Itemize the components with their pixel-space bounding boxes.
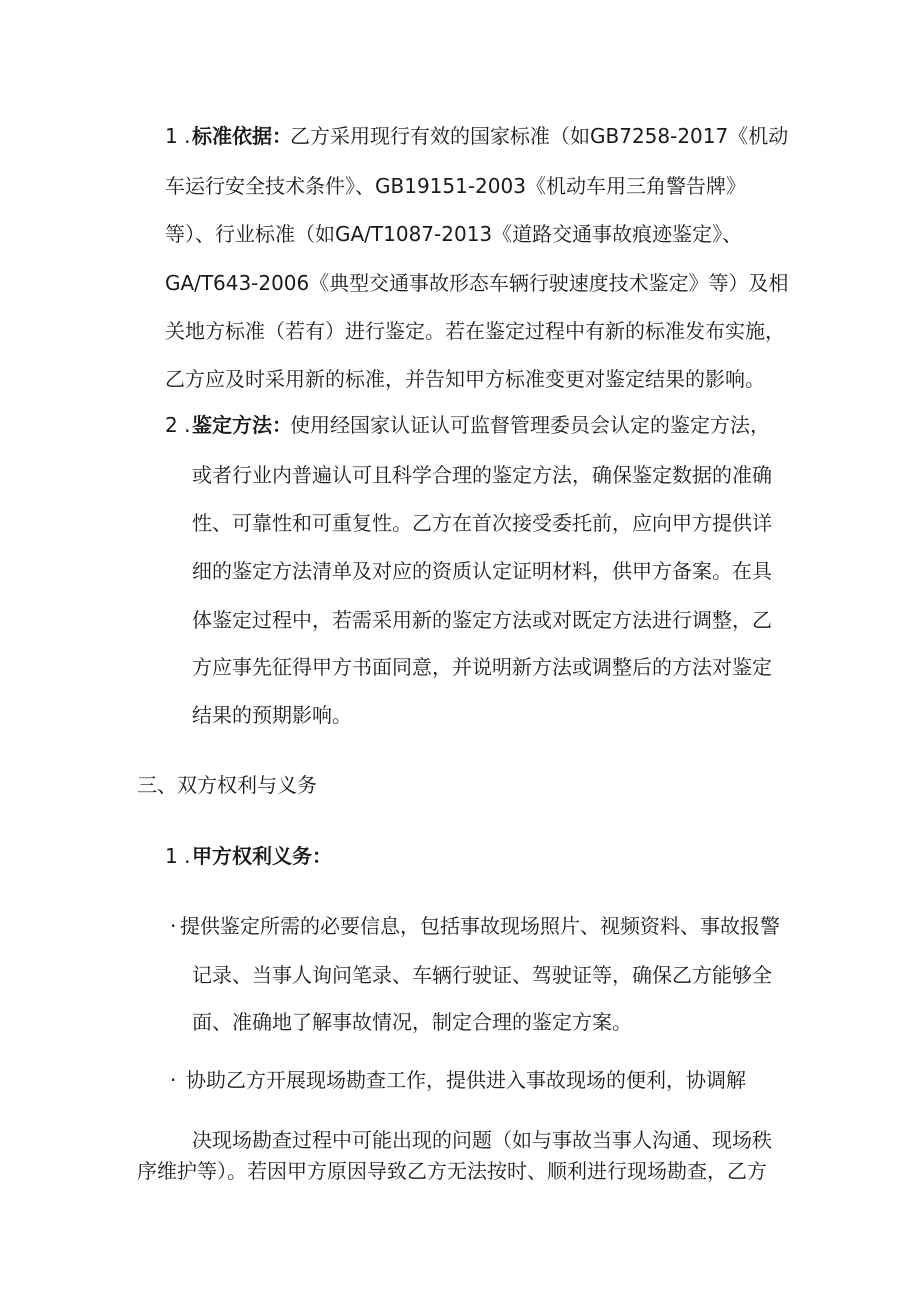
- bullet2-line-3: 序维护等）。若因甲方原因导致乙方无法按时、顺利进行现场勘查，乙方: [137, 1159, 767, 1183]
- item2-line-4: 细的鉴定方法清单及对应的资质认定证明材料，供甲方备案。在具: [192, 559, 772, 583]
- item2-line-3: 性、可靠性和可重复性。乙方在首次接受委托前，应向甲方提供详: [192, 511, 772, 535]
- item1-line-3: 等）、行业标准（如GA/T1087-2013《道路交通事故痕迹鉴定》、: [165, 222, 743, 246]
- section3-heading: 三、双方权利与义务: [137, 773, 317, 797]
- item1-line-6: 乙方应及时采用新的标准，并告知甲方标准变更对鉴定结果的影响。: [165, 367, 765, 391]
- item1-line-5: 关地方标准（若有）进行鉴定。若在鉴定过程中有新的标准发布实施，: [165, 319, 785, 343]
- item2-line-1: 使用经国家认证认可监督管理委员会认定的鉴定方法，: [290, 413, 770, 437]
- item2-line-2: 或者行业内普遍认可且科学合理的鉴定方法，确保鉴定数据的准确: [192, 463, 772, 487]
- section3-item1-num: 1 .: [165, 844, 191, 868]
- section3-item1-label: 甲方权利义务：: [192, 844, 332, 868]
- bullet2-marker: ·: [170, 1068, 177, 1092]
- bullet2-line-1: 协助乙方开展现场勘查工作，提供进入事故现场的便利，协调解: [186, 1068, 746, 1092]
- bullet1-line-3: 面、准确地了解事故情况，制定合理的鉴定方案。: [192, 1010, 632, 1034]
- bullet1-marker: ·: [170, 914, 177, 938]
- item1-num: 1 .: [165, 124, 191, 148]
- bullet2-line-2: 决现场勘查过程中可能出现的问题（如与事故当事人沟通、现场秩: [192, 1128, 772, 1152]
- item2-label: 鉴定方法：: [192, 413, 292, 437]
- bullet1-line-2: 记录、当事人询问笔录、车辆行驶证、驾驶证等，确保乙方能够全: [192, 963, 772, 987]
- item2-num: 2 .: [165, 413, 191, 437]
- item1-line-1: 乙方采用现行有效的国家标准（如GB7258-2017《机动: [290, 124, 789, 148]
- item2-line-6: 方应事先征得甲方书面同意，并说明新方法或调整后的方法对鉴定: [192, 655, 772, 679]
- item1-line-4: GA/T643-2006《典型交通事故形态车辆行驶速度技术鉴定》等）及相: [165, 271, 789, 295]
- bullet1-line-1: 提供鉴定所需的必要信息，包括事故现场照片、视频资料、事故报警: [180, 914, 780, 938]
- item1-line-2: 车运行安全技术条件》、GB19151-2003《机动车用三角警告牌》: [165, 174, 746, 198]
- item2-line-5: 体鉴定过程中，若需采用新的鉴定方法或对既定方法进行调整，乙: [192, 608, 772, 632]
- item1-label: 标准依据：: [192, 124, 292, 148]
- item2-line-7: 结果的预期影响。: [192, 703, 352, 727]
